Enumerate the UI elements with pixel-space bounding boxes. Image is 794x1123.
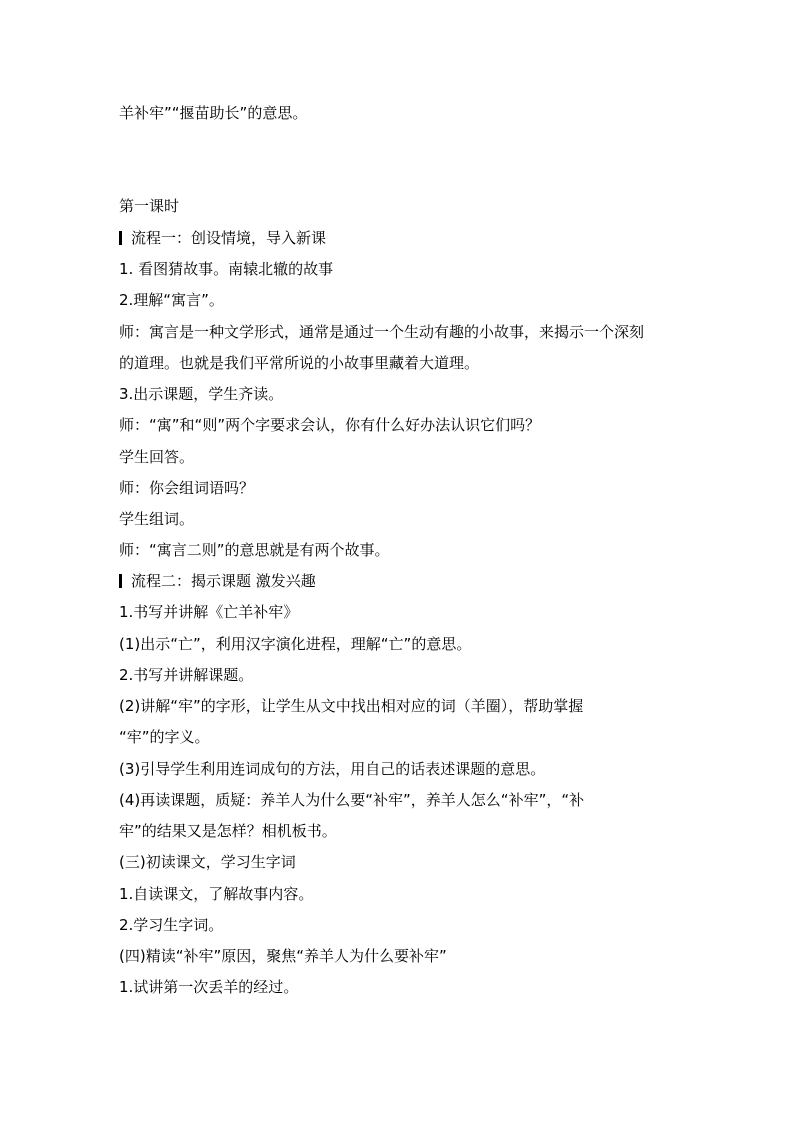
text-line: (三)初读课文，学习生字词	[119, 853, 296, 871]
text-line: 牢”的结果又是怎样？相机板书。	[119, 822, 337, 840]
text-line: 2.理解“寓言”。	[119, 291, 224, 309]
text-line: “牢”的字义。	[119, 728, 210, 746]
section-marker-icon	[119, 574, 122, 588]
text-line: 师：“寓言二则”的意思就是有两个故事。	[119, 541, 390, 559]
text-line: (2)讲解“牢”的字形，让学生从文中找出相对应的词（羊圈），帮助掌握	[119, 697, 584, 715]
text-line: (1)出示“亡”，利用汉字演化进程，理解“亡”的意思。	[119, 635, 472, 653]
text-line: 羊补牢”“揠苗助长”的意思。	[119, 104, 308, 122]
text-line: 学生组词。	[119, 510, 195, 528]
lesson-heading: 第一课时	[119, 197, 180, 215]
text-line: 1.自读课文，了解故事内容。	[119, 885, 314, 903]
section-marker-icon	[119, 231, 122, 245]
section-heading-label: 流程二：揭示课题 激发兴趣	[131, 572, 316, 590]
text-line: 师：“寓”和“则”两个字要求会认，你有什么好办法认识它们吗？	[119, 416, 541, 434]
section-heading-label: 流程一：创设情境，导入新课	[131, 229, 327, 247]
section-heading	[119, 571, 316, 591]
text-line: 学生回答。	[119, 448, 195, 466]
text-line: 师：寓言是一种文学形式，通常是通过一个生动有趣的小故事，来揭示一个深刻	[119, 323, 645, 341]
text-line: (4)再读课题，质疑：养羊人为什么要“补牢”，养羊人怎么“补牢”，“补	[119, 791, 585, 809]
text-line: 2.书写并讲解课题。	[119, 666, 254, 684]
text-line: 师：你会组词语吗？	[119, 479, 255, 497]
text-line: (四)精读“补牢”原因，聚焦“养羊人为什么要补牢”	[119, 947, 447, 965]
text-line: (3)引导学生利用连词成句的方法，用自己的话表述课题的意思。	[119, 760, 546, 778]
text-line: 1.书写并讲解《亡羊补牢》	[119, 603, 299, 621]
text-line: 的道理。也就是我们平常所说的小故事里藏着大道理。	[119, 354, 480, 372]
text-line: 1. 看图猜故事。南辕北辙的故事	[119, 260, 334, 278]
text-line: 2.学习生字词。	[119, 916, 224, 934]
text-line: 1.试讲第一次丢羊的经过。	[119, 978, 299, 996]
text-line: 3.出示课题，学生齐读。	[119, 385, 284, 403]
section-heading	[119, 228, 326, 248]
